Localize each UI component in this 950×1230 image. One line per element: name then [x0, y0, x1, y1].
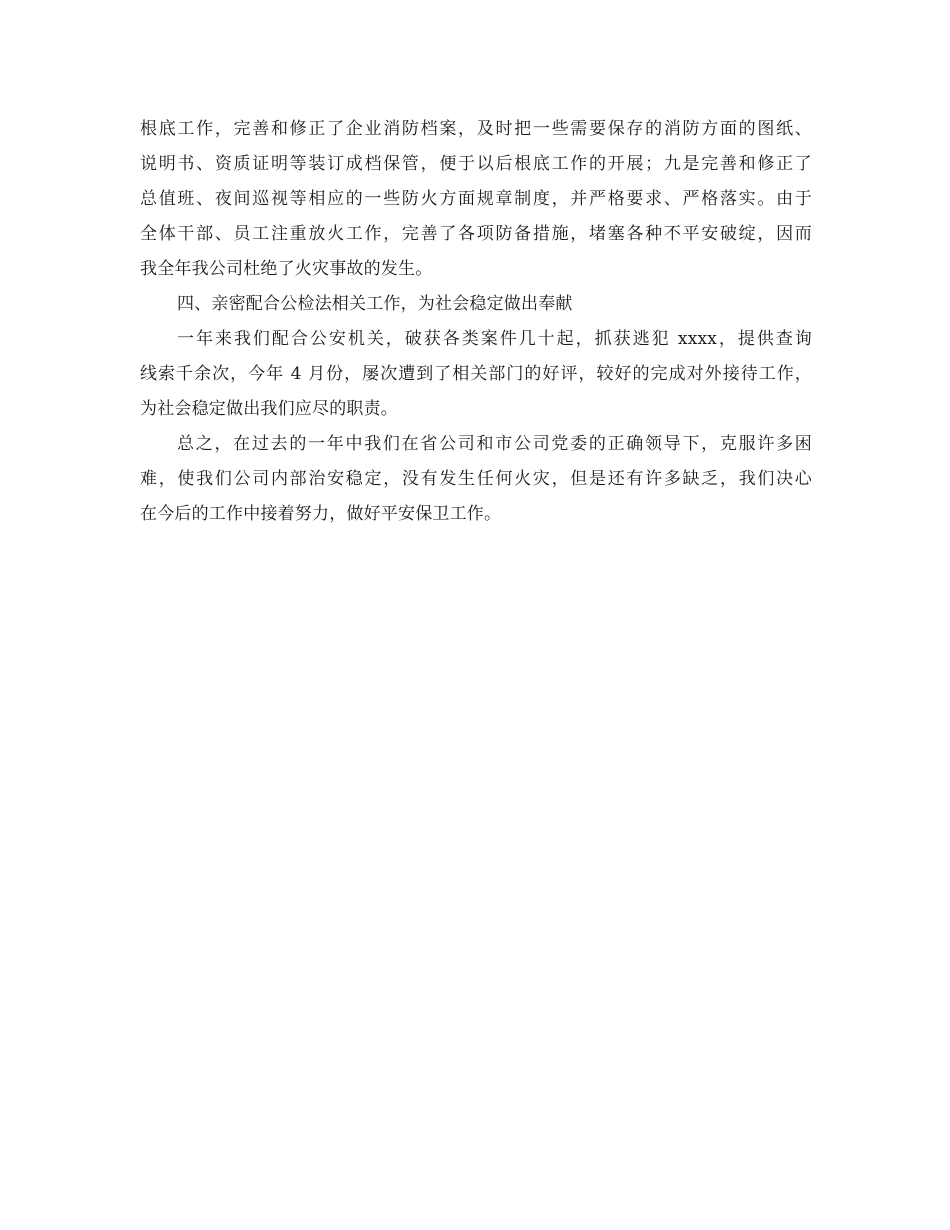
- body-line: 说明书、资质证明等装订成档保管，便于以后根底工作的开展；九是完善和修正了: [140, 154, 812, 174]
- body-line: 根底工作，完善和修正了企业消防档案，及时把一些需要保存的消防方面的图纸、: [140, 119, 812, 139]
- body-line: 难，使我们公司内部治安稳定，没有发生任何火灾，但是还有许多缺乏，我们决心: [140, 469, 812, 489]
- body-line: 为社会稳定做出我们应尽的职责。: [140, 399, 398, 419]
- body-line: 在今后的工作中接着努力，做好平安保卫工作。: [140, 504, 502, 524]
- body-line: 总之，在过去的一年中我们在省公司和市公司党委的正确领导下，克服许多困: [177, 434, 812, 454]
- body-line: 总值班、夜间巡视等相应的一些防火方面规章制度，并严格要求、严格落实。由于: [140, 189, 812, 209]
- document-body: [140, 112, 812, 532]
- body-line: 一年来我们配合公安机关，破获各类案件几十起，抓获逃犯 xxxx，提供查询: [177, 329, 812, 349]
- section-heading: 四、亲密配合公检法相关工作，为社会稳定做出奉献: [177, 294, 573, 314]
- body-line: 全体干部、员工注重放火工作，完善了各项防备措施，堵塞各种不平安破绽，因而: [140, 224, 812, 244]
- body-line: 线索千余次，今年 4 月份，屡次遭到了相关部门的好评，较好的完成对外接待工作，: [140, 364, 812, 384]
- body-line: 我全年我公司杜绝了火灾事故的发生。: [140, 259, 433, 279]
